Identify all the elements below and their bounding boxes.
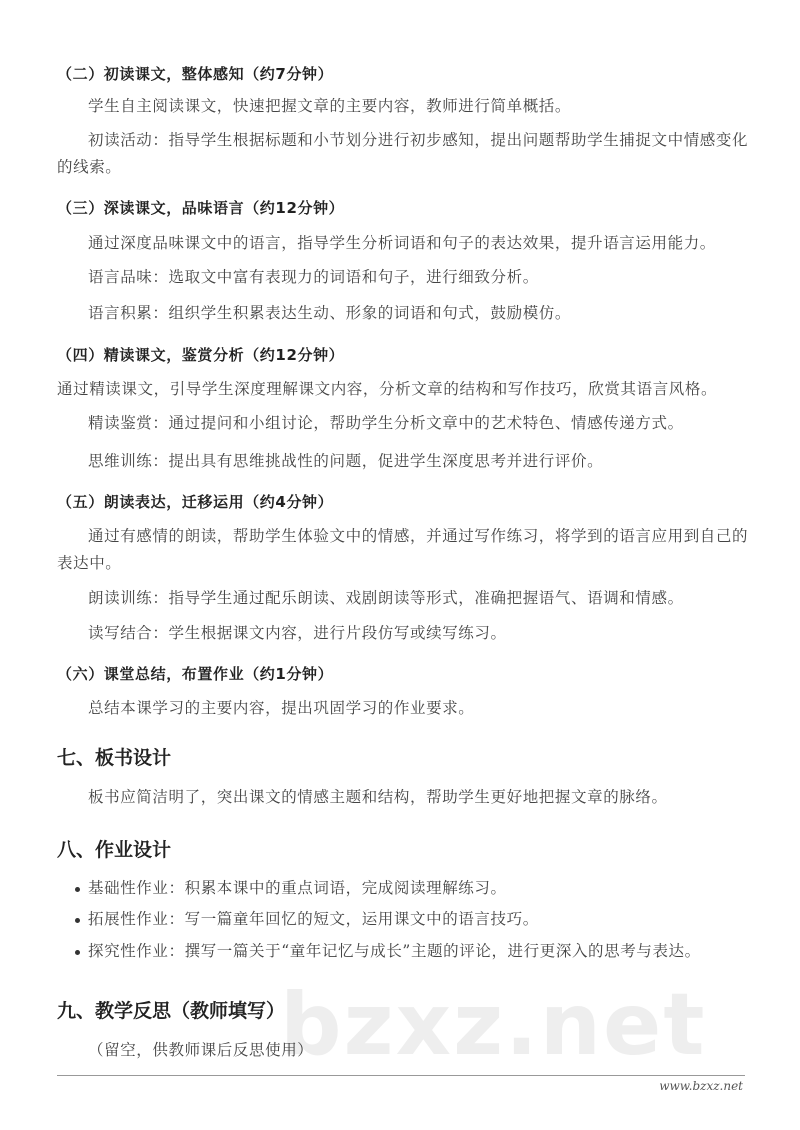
paragraph: 总结本课学习的主要内容，提出巩固学习的作业要求。 bbox=[88, 699, 475, 717]
list-item-text: 探究性作业：撰写一篇关于“童年记忆与成长”主题的评论，进行更深入的思考与表达。 bbox=[88, 942, 701, 960]
paragraph: 初读活动：指导学生根据标题和小节划分进行初步感知，提出问题帮助学生捕捉文中情感变化的线索。 bbox=[57, 131, 749, 176]
section-5-title: （五）朗读表达，迁移运用（约4分钟） bbox=[57, 493, 334, 511]
list-item bbox=[75, 907, 539, 929]
paragraph: 通过深度品味课文中的语言，指导学生分析词语和句子的表达效果，提升语言运用能力。 bbox=[88, 234, 716, 252]
paragraph: 语言品味：选取文中富有表现力的词语和句子，进行细致分析。 bbox=[88, 268, 539, 286]
footer-url: www.bzxz.net bbox=[659, 1079, 743, 1093]
board-design-heading: 七、板书设计 bbox=[57, 747, 172, 769]
bullet-icon bbox=[75, 887, 80, 892]
section-4-title: （四）精读课文，鉴赏分析（约12分钟） bbox=[57, 346, 345, 364]
bullet-icon bbox=[75, 918, 80, 923]
paragraph: 语言积累：组织学生积累表达生动、形象的词语和句式，鼓励模仿。 bbox=[88, 304, 572, 322]
footer-divider bbox=[57, 1075, 745, 1076]
paragraph: 思维训练：提出具有思维挑战性的问题，促进学生深度思考并进行评价。 bbox=[88, 452, 604, 470]
section-2-title: （二）初读课文，整体感知（约7分钟） bbox=[57, 65, 334, 83]
bullet-icon bbox=[75, 950, 80, 955]
list-item bbox=[75, 939, 701, 961]
paragraph: 通过有感情的朗读，帮助学生体验文中的情感，并通过写作练习，将学到的语言应用到自己的表达中。 bbox=[57, 527, 749, 572]
list-item-text: 基础性作业：积累本课中的重点词语，完成阅读理解练习。 bbox=[88, 879, 507, 897]
watermark: bzxz.net bbox=[280, 975, 707, 1075]
paragraph: （留空，供教师课后反思使用） bbox=[88, 1041, 314, 1059]
list-item bbox=[75, 876, 507, 898]
paragraph: 读写结合：学生根据课文内容，进行片段仿写或续写练习。 bbox=[88, 624, 507, 642]
paragraph: 学生自主阅读课文，快速把握文章的主要内容，教师进行简单概括。 bbox=[88, 97, 572, 115]
homework-heading: 八、作业设计 bbox=[57, 839, 172, 861]
paragraph: 精读鉴赏：通过提问和小组讨论，帮助学生分析文章中的艺术特色、情感传递方式。 bbox=[88, 414, 684, 432]
paragraph: 朗读训练：指导学生通过配乐朗读、戏剧朗读等形式，准确把握语气、语调和情感。 bbox=[88, 589, 684, 607]
paragraph: 板书应简洁明了，突出课文的情感主题和结构，帮助学生更好地把握文章的脉络。 bbox=[88, 788, 668, 806]
section-3-title: （三）深读课文，品味语言（约12分钟） bbox=[57, 199, 345, 217]
section-6-title: （六）课堂总结，布置作业（约1分钟） bbox=[57, 665, 334, 683]
paragraph: 通过精读课文，引导学生深度理解课文内容，分析文章的结构和写作技巧，欣赏其语言风格。 bbox=[57, 380, 718, 398]
list-item-text: 拓展性作业：写一篇童年回忆的短文，运用课文中的语言技巧。 bbox=[88, 910, 539, 928]
reflection-heading: 九、教学反思（教师填写） bbox=[57, 1000, 286, 1022]
